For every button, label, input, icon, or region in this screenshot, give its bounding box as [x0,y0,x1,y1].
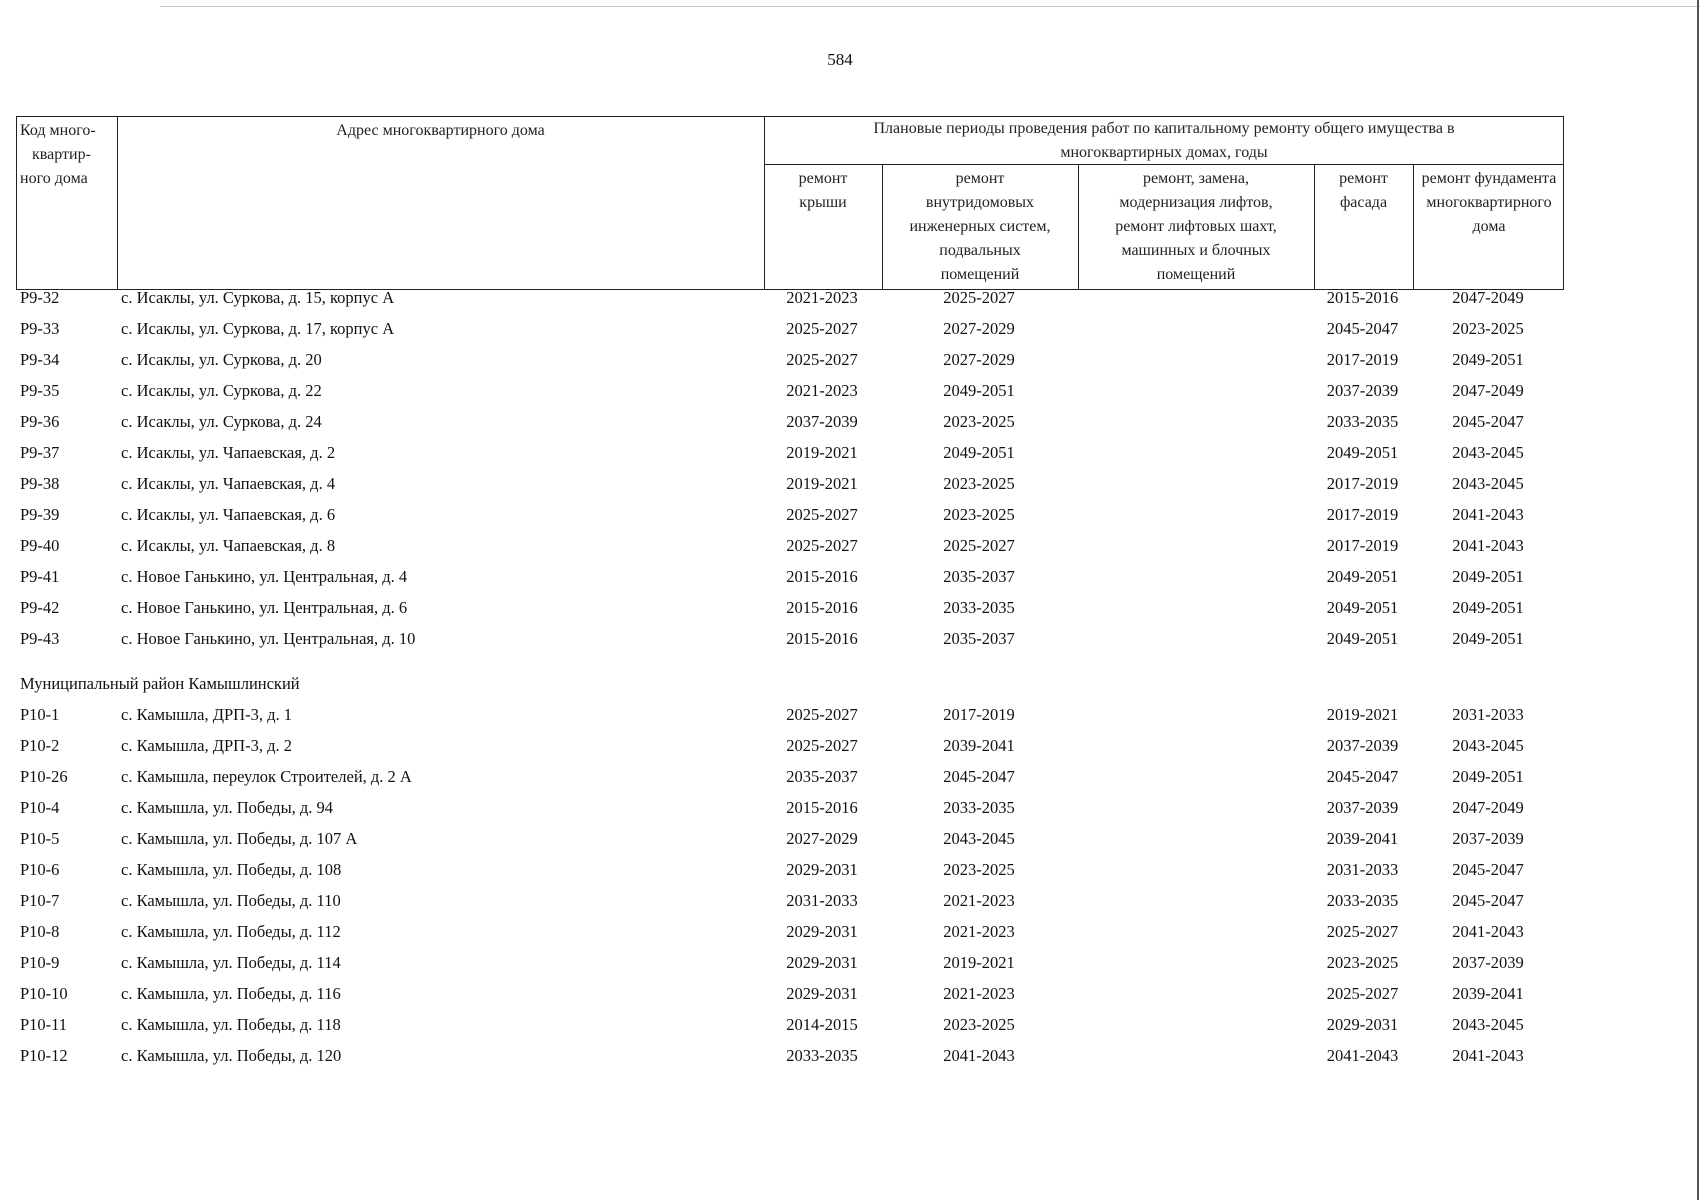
cell-address: с. Камышла, ул. Победы, д. 94 [121,798,334,817]
cell-address: с. Камышла, ул. Победы, д. 107 А [121,829,358,848]
cell-foundation: 2037-2039 [1452,953,1524,972]
cell-foundation: 2041-2043 [1452,505,1524,524]
cell-code: P9-43 [20,629,60,648]
cell-facade: 2045-2047 [1326,767,1399,786]
cell-facade: 2039-2041 [1326,829,1399,848]
cell-foundation: 2049-2051 [1452,567,1524,586]
cell-foundation: 2045-2047 [1452,891,1524,910]
cell-code: P10-10 [20,984,68,1003]
cell-foundation: 2041-2043 [1452,1046,1524,1065]
cell-foundation: 2049-2051 [1452,767,1524,786]
cell-roof: 2021-2023 [786,381,858,400]
cell-address: с. Исаклы, ул. Суркова, д. 24 [121,412,322,431]
header-code-line: квартир- [32,146,91,163]
cell-roof: 2037-2039 [786,412,858,431]
cell-address: с. Исаклы, ул. Чапаевская, д. 2 [121,443,336,462]
cell-foundation: 2041-2043 [1452,536,1524,555]
header-lifts-line: машинных и блочных [1121,242,1271,259]
scan-edge-border [1697,0,1699,1200]
header-engineering-line: подвальных [939,242,1021,259]
header-facade [1314,167,1413,215]
cell-facade: 2045-2047 [1326,319,1399,338]
cell-foundation: 2043-2045 [1452,443,1524,462]
cell-address: с. Камышла, ул. Победы, д. 118 [121,1015,341,1034]
cell-address: с. Исаклы, ул. Суркова, д. 20 [121,350,322,369]
cell-code: P9-37 [20,443,60,462]
header-lifts-line: ремонт, замена, [1143,170,1249,187]
header-engineering-line: инженерных систем, [909,218,1051,235]
cell-foundation: 2049-2051 [1452,598,1524,617]
cell-facade: 2029-2031 [1326,1015,1399,1034]
header-engineering-line: ремонт [955,170,1005,187]
header-lifts-line: помещений [1156,266,1236,283]
cell-engineering: 2019-2021 [943,953,1015,972]
cell-engineering: 2017-2019 [943,705,1015,724]
cell-code: P10-5 [20,829,60,848]
cell-code: P10-12 [20,1046,68,1065]
cell-facade: 2017-2019 [1326,536,1399,555]
cell-address: с. Камышла, ДРП-3, д. 1 [121,705,292,724]
table-row [16,282,1564,313]
cell-code: P10-2 [20,736,60,755]
cell-foundation: 2047-2049 [1452,381,1524,400]
cell-facade: 2031-2033 [1326,860,1399,879]
cell-address: с. Исаклы, ул. Чапаевская, д. 4 [121,474,336,493]
cell-address: с. Новое Ганькино, ул. Центральная, д. 6 [121,598,408,617]
cell-facade: 2049-2051 [1326,598,1399,617]
cell-code: P10-1 [20,705,60,724]
cell-engineering: 2049-2051 [943,381,1015,400]
table-header [16,116,1564,290]
cell-foundation: 2023-2025 [1452,319,1524,338]
header-lifts-line: модернизация лифтов, [1119,194,1273,211]
cell-code: P9-38 [20,474,60,493]
cell-code: P9-41 [20,567,60,586]
cell-roof: 2019-2021 [786,443,858,462]
cell-facade: 2025-2027 [1326,922,1399,941]
header-group-line: многоквартирных домах, годы [1060,144,1268,161]
cell-roof: 2035-2037 [786,767,858,786]
cell-engineering: 2041-2043 [943,1046,1015,1065]
page-number: 584 [827,50,853,69]
table-row [16,730,1564,761]
header-code-line: Код много- [20,122,96,139]
table-row [16,344,1564,375]
table-row [16,823,1564,854]
cell-roof: 2025-2027 [786,505,858,524]
cell-code: P9-34 [20,350,60,369]
cell-code: P10-11 [20,1015,68,1034]
table-row [16,406,1564,437]
header-engineering-line: внутридомовых [925,194,1035,211]
header-lifts [1078,167,1314,287]
cell-engineering: 2043-2045 [943,829,1015,848]
cell-code: P10-4 [20,798,60,817]
header-engineering-line: помещений [940,266,1020,283]
cell-engineering: 2049-2051 [943,443,1015,462]
cell-facade: 2019-2021 [1326,705,1399,724]
header-facade-line: ремонт [1339,170,1388,187]
section-title: Муниципальный район Камышлинский [20,674,300,693]
cell-address: с. Камышла, ул. Победы, д. 120 [121,1046,342,1065]
cell-roof: 2029-2031 [786,953,858,972]
cell-code: P9-36 [20,412,60,431]
table-row [16,947,1564,978]
header-address: Адрес многоквартирного дома [336,122,545,139]
cell-engineering: 2025-2027 [943,536,1015,555]
cell-code: P9-42 [20,598,60,617]
cell-roof: 2025-2027 [786,736,858,755]
cell-foundation: 2049-2051 [1452,629,1524,648]
header-roof [764,167,882,215]
cell-facade: 2017-2019 [1326,474,1399,493]
table-row [16,1040,1564,1071]
cell-roof: 2014-2015 [786,1015,858,1034]
cell-roof: 2031-2033 [786,891,858,910]
cell-facade: 2017-2019 [1326,505,1399,524]
table-row [16,437,1564,468]
cell-address: с. Исаклы, ул. Суркова, д. 17, корпус А [121,319,395,338]
cell-facade: 2033-2035 [1326,412,1399,431]
cell-foundation: 2031-2033 [1452,705,1524,724]
cell-code: P9-40 [20,536,60,555]
cell-roof: 2029-2031 [786,984,858,1003]
cell-foundation: 2043-2045 [1452,474,1524,493]
cell-code: P10-8 [20,922,60,941]
header-lifts-line: ремонт лифтовых шахт, [1115,218,1277,235]
cell-engineering: 2045-2047 [943,767,1015,786]
cell-engineering: 2023-2025 [943,412,1015,431]
cell-address: с. Камышла, ул. Победы, д. 108 [121,860,342,879]
table-row [16,978,1564,1009]
cell-foundation: 2045-2047 [1452,412,1524,431]
cell-address: с. Камышла, ул. Победы, д. 114 [121,953,341,972]
cell-address: с. Новое Ганькино, ул. Центральная, д. 4 [121,567,408,586]
cell-address: с. Камышла, ул. Победы, д. 110 [121,891,341,910]
cell-engineering: 2027-2029 [943,350,1015,369]
cell-engineering: 2035-2037 [943,567,1015,586]
cell-facade: 2033-2035 [1326,891,1399,910]
cell-code: P9-35 [20,381,60,400]
cell-address: с. Исаклы, ул. Чапаевская, д. 6 [121,505,336,524]
cell-address: с. Камышла, ДРП-3, д. 2 [121,736,292,755]
cell-facade: 2023-2025 [1326,953,1399,972]
cell-engineering: 2033-2035 [943,798,1015,817]
header-code-line: ного дома [20,170,88,187]
cell-engineering: 2033-2035 [943,598,1015,617]
table-row [16,916,1564,947]
header-roof-line: ремонт [798,170,848,187]
header-facade-line: фасада [1339,194,1388,211]
cell-code: P10-26 [20,767,68,786]
table-row [16,499,1564,530]
cell-roof: 2025-2027 [786,350,858,369]
cell-engineering: 2039-2041 [943,736,1015,755]
table-row [16,313,1564,344]
header-group-title [764,117,1564,165]
cell-engineering: 2021-2023 [943,891,1015,910]
cell-engineering: 2027-2029 [943,319,1015,338]
cell-foundation: 2049-2051 [1452,350,1524,369]
cell-roof: 2025-2027 [786,705,858,724]
cell-roof: 2033-2035 [786,1046,858,1065]
table-row [16,761,1564,792]
table-row [16,375,1564,406]
table-row [16,699,1564,730]
cell-facade: 2025-2027 [1326,984,1399,1003]
cell-code: P10-6 [20,860,60,879]
cell-roof: 2021-2023 [786,288,858,307]
cell-facade: 2037-2039 [1326,798,1399,817]
cell-roof: 2029-2031 [786,922,858,941]
cell-facade: 2017-2019 [1326,350,1399,369]
header-roof-line: крыши [799,194,847,211]
table-row [16,1009,1564,1040]
cell-engineering: 2023-2025 [943,505,1015,524]
cell-engineering: 2021-2023 [943,922,1015,941]
cell-engineering: 2025-2027 [943,288,1015,307]
cell-engineering: 2023-2025 [943,474,1015,493]
cell-address: с. Камышла, переулок Строителей, д. 2 А [121,767,412,786]
cell-roof: 2015-2016 [786,598,858,617]
header-group-line: Плановые периоды проведения работ по капитальному ремонту общего имущества в [873,120,1455,137]
cell-foundation: 2041-2043 [1452,922,1524,941]
cell-address: с. Камышла, ул. Победы, д. 112 [121,922,341,941]
cell-foundation: 2043-2045 [1452,1015,1524,1034]
cell-foundation: 2043-2045 [1452,736,1524,755]
header-foundation-line: дома [1472,218,1506,235]
cell-roof: 2015-2016 [786,629,858,648]
cell-facade: 2015-2016 [1326,288,1399,307]
cell-code: P10-9 [20,953,60,972]
table-row [16,468,1564,499]
cell-engineering: 2023-2025 [943,1015,1015,1034]
cell-engineering: 2023-2025 [943,860,1015,879]
cell-code: P9-33 [20,319,60,338]
cell-roof: 2019-2021 [786,474,858,493]
cell-foundation: 2047-2049 [1452,798,1524,817]
cell-foundation: 2045-2047 [1452,860,1524,879]
cell-foundation: 2037-2039 [1452,829,1524,848]
header-foundation-line: ремонт фундамента [1421,170,1557,187]
cell-roof: 2025-2027 [786,319,858,338]
cell-facade: 2041-2043 [1326,1046,1399,1065]
cell-address: с. Исаклы, ул. Суркова, д. 22 [121,381,322,400]
cell-facade: 2049-2051 [1326,629,1399,648]
header-engineering [882,167,1078,287]
table-row [16,854,1564,885]
table-row [16,592,1564,623]
cell-address: с. Камышла, ул. Победы, д. 116 [121,984,341,1003]
table-row [16,623,1564,654]
scan-artifact-line [160,6,1700,7]
cell-code: P10-7 [20,891,60,910]
cell-roof: 2015-2016 [786,567,858,586]
cell-engineering: 2035-2037 [943,629,1015,648]
cell-roof: 2027-2029 [786,829,858,848]
cell-code: P9-32 [20,288,60,307]
cell-facade: 2037-2039 [1326,736,1399,755]
cell-roof: 2015-2016 [786,798,858,817]
table-row [16,792,1564,823]
cell-code: P9-39 [20,505,60,524]
table-row [16,561,1564,592]
cell-facade: 2037-2039 [1326,381,1399,400]
cell-address: с. Исаклы, ул. Чапаевская, д. 8 [121,536,336,555]
cell-address: с. Новое Ганькино, ул. Центральная, д. 10 [121,629,416,648]
cell-engineering: 2021-2023 [943,984,1015,1003]
table-row [16,885,1564,916]
cell-roof: 2025-2027 [786,536,858,555]
cell-facade: 2049-2051 [1326,443,1399,462]
cell-foundation: 2047-2049 [1452,288,1524,307]
table-row [16,530,1564,561]
cell-roof: 2029-2031 [786,860,858,879]
cell-facade: 2049-2051 [1326,567,1399,586]
header-foundation [1413,167,1565,239]
cell-foundation: 2039-2041 [1452,984,1524,1003]
cell-address: с. Исаклы, ул. Суркова, д. 15, корпус А [121,288,395,307]
header-foundation-line: многоквартирного [1426,194,1552,211]
header-code [20,119,118,191]
